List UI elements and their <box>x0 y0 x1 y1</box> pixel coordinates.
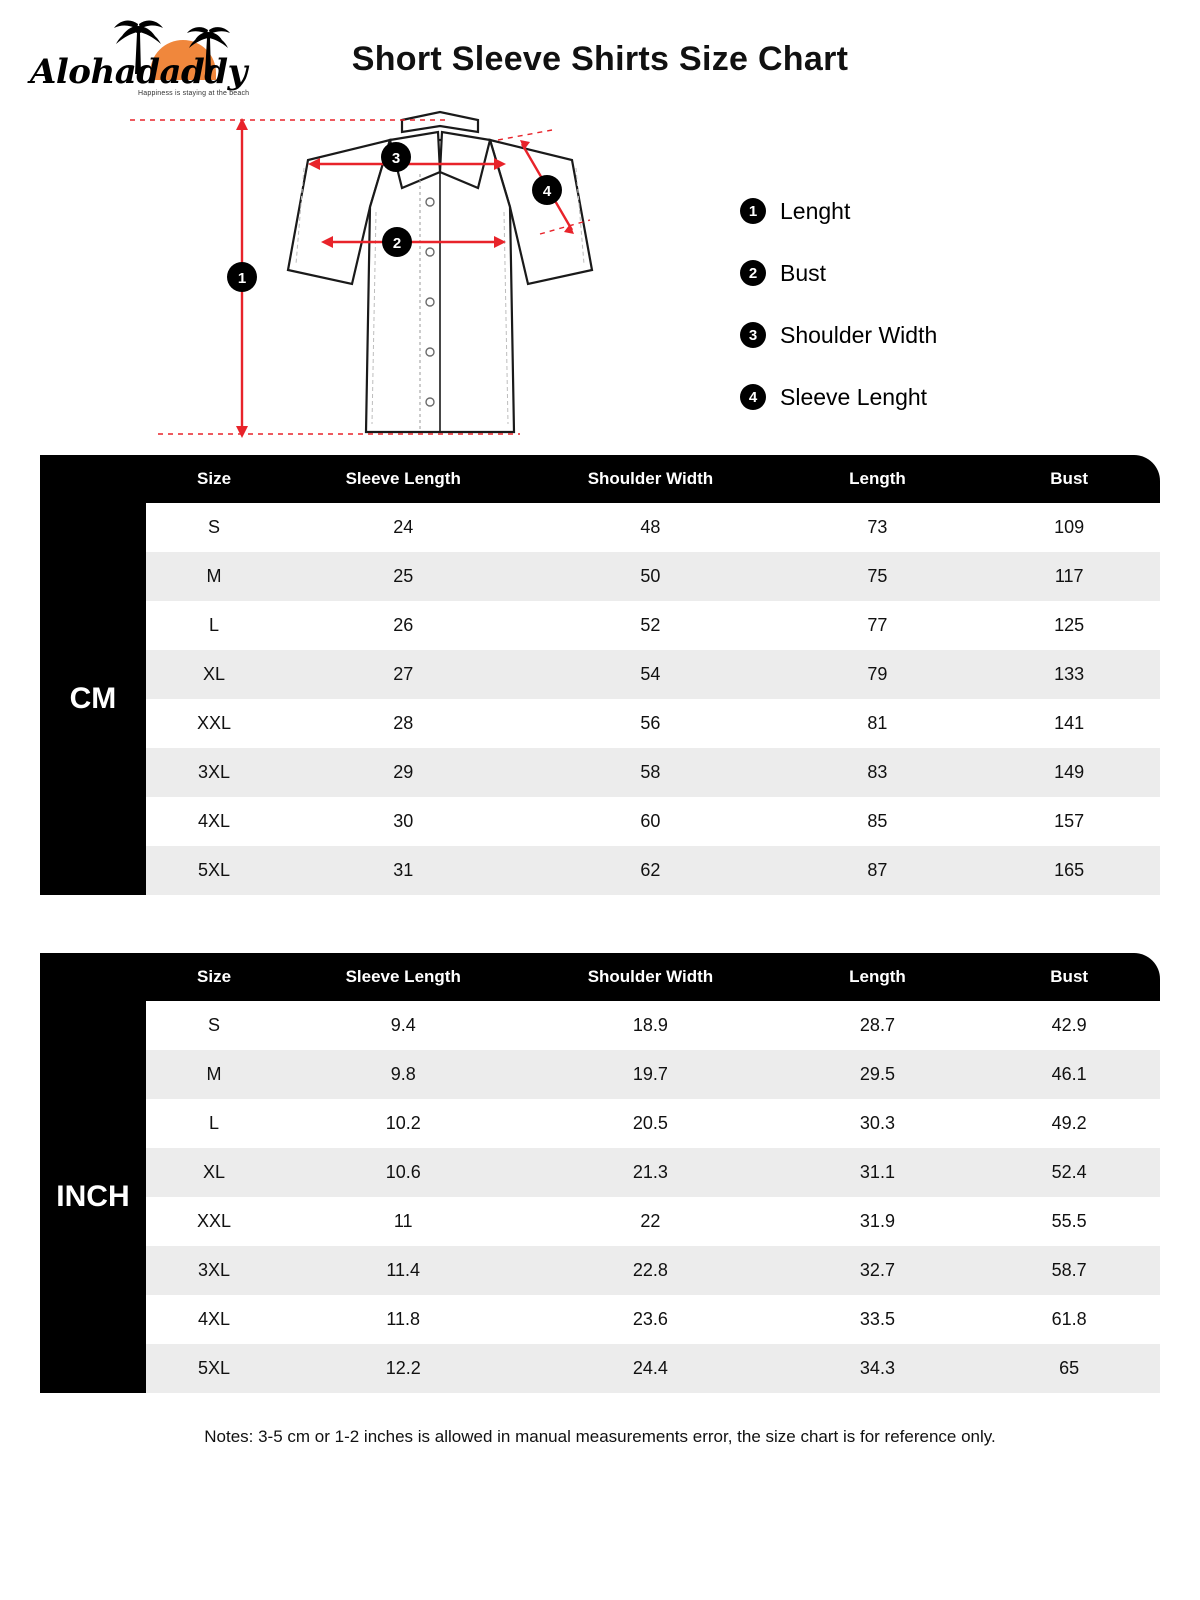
cell-length: 83 <box>777 748 979 797</box>
legend-label-4: Sleeve Lenght <box>780 383 928 410</box>
cell-bust: 165 <box>978 846 1160 895</box>
table-row <box>40 1197 1160 1246</box>
svg-text:2: 2 <box>392 235 402 252</box>
cell-sleeve-length: 31 <box>282 846 524 895</box>
cell-size: L <box>146 601 282 650</box>
cell-size: 5XL <box>146 846 282 895</box>
cell-bust: 117 <box>978 552 1160 601</box>
cell-shoulder-width: 62 <box>524 846 776 895</box>
cell-bust: 133 <box>978 650 1160 699</box>
cell-size: 3XL <box>146 748 282 797</box>
cell-length: 81 <box>777 699 979 748</box>
cell-shoulder-width: 21.3 <box>524 1148 776 1197</box>
cell-bust: 46.1 <box>978 1050 1160 1099</box>
cell-sleeve-length: 27 <box>282 650 524 699</box>
cell-bust: 49.2 <box>978 1099 1160 1148</box>
cell-shoulder-width: 20.5 <box>524 1099 776 1148</box>
shirt-illustration <box>90 102 790 447</box>
table-row <box>40 650 1160 699</box>
cell-shoulder-width: 60 <box>524 797 776 846</box>
cell-length: 33.5 <box>777 1295 979 1344</box>
svg-text:3: 3 <box>391 150 401 167</box>
cell-bust: 157 <box>978 797 1160 846</box>
col-header-sleeve-length: Sleeve Length <box>282 455 524 503</box>
col-header-shoulder-width: Shoulder Width <box>524 953 776 1001</box>
cell-length: 75 <box>777 552 979 601</box>
cell-bust: 109 <box>978 503 1160 552</box>
cell-size: S <box>146 503 282 552</box>
cell-sleeve-length: 26 <box>282 601 524 650</box>
svg-text:1: 1 <box>237 270 247 287</box>
unit-label-cm: CM <box>40 503 146 895</box>
table-row <box>40 797 1160 846</box>
legend-item-length <box>740 180 1120 242</box>
cell-length: 79 <box>777 650 979 699</box>
table-row <box>40 503 1160 552</box>
cell-sleeve-length: 25 <box>282 552 524 601</box>
cell-sleeve-length: 11 <box>282 1197 524 1246</box>
legend-label-2: Bust <box>780 259 827 286</box>
col-header-length: Length <box>777 953 979 1001</box>
cell-size: XXL <box>146 1197 282 1246</box>
table-row <box>40 748 1160 797</box>
size-table-inch <box>40 953 1160 1393</box>
table-row <box>40 1295 1160 1344</box>
cell-sleeve-length: 10.2 <box>282 1099 524 1148</box>
legend-item-sleeve-length <box>740 366 1120 428</box>
cell-size: 3XL <box>146 1246 282 1295</box>
cell-sleeve-length: 11.8 <box>282 1295 524 1344</box>
cell-length: 32.7 <box>777 1246 979 1295</box>
cell-size: 4XL <box>146 797 282 846</box>
cell-shoulder-width: 52 <box>524 601 776 650</box>
cell-shoulder-width: 23.6 <box>524 1295 776 1344</box>
table-row <box>40 601 1160 650</box>
cell-sleeve-length: 10.6 <box>282 1148 524 1197</box>
inch-table-block <box>40 953 1160 1393</box>
table-row <box>40 1344 1160 1393</box>
cell-shoulder-width: 54 <box>524 650 776 699</box>
svg-text:4: 4 <box>542 183 552 200</box>
cell-shoulder-width: 50 <box>524 552 776 601</box>
col-header-sleeve-length: Sleeve Length <box>282 953 524 1001</box>
cell-size: L <box>146 1099 282 1148</box>
cell-sleeve-length: 30 <box>282 797 524 846</box>
brand-tagline: Happiness is staying at the beach <box>138 90 250 97</box>
cell-length: 31.1 <box>777 1148 979 1197</box>
unit-header-cell <box>40 455 146 503</box>
cell-bust: 125 <box>978 601 1160 650</box>
unit-label-inch: INCH <box>40 1001 146 1393</box>
cell-shoulder-width: 18.9 <box>524 1001 776 1050</box>
cell-size: XL <box>146 650 282 699</box>
cell-size: 5XL <box>146 1344 282 1393</box>
col-header-bust: Bust <box>978 455 1160 503</box>
table-header-row <box>40 455 1160 503</box>
cell-length: 87 <box>777 846 979 895</box>
measurement-diagram <box>0 110 1200 455</box>
cell-bust: 58.7 <box>978 1246 1160 1295</box>
table-row <box>40 1148 1160 1197</box>
legend-number-3: 3 <box>740 322 766 348</box>
cell-sleeve-length: 12.2 <box>282 1344 524 1393</box>
table-row <box>40 1099 1160 1148</box>
cell-size: 4XL <box>146 1295 282 1344</box>
size-table-cm <box>40 455 1160 895</box>
cell-bust: 65 <box>978 1344 1160 1393</box>
table-row <box>40 1050 1160 1099</box>
cell-sleeve-length: 9.8 <box>282 1050 524 1099</box>
brand-name: Alohadaddy <box>30 52 247 92</box>
cell-bust: 141 <box>978 699 1160 748</box>
table-row <box>40 1001 1160 1050</box>
col-header-length: Length <box>777 455 979 503</box>
cell-bust: 42.9 <box>978 1001 1160 1050</box>
cell-length: 29.5 <box>777 1050 979 1099</box>
cell-shoulder-width: 19.7 <box>524 1050 776 1099</box>
cell-sleeve-length: 29 <box>282 748 524 797</box>
col-header-size: Size <box>146 455 282 503</box>
cell-size: S <box>146 1001 282 1050</box>
table-row <box>40 699 1160 748</box>
cell-bust: 61.8 <box>978 1295 1160 1344</box>
cell-sleeve-length: 28 <box>282 699 524 748</box>
cell-size: M <box>146 552 282 601</box>
cell-length: 31.9 <box>777 1197 979 1246</box>
table-row <box>40 552 1160 601</box>
page-title: Short Sleeve Shirts Size Chart <box>351 40 849 78</box>
table-row <box>40 1246 1160 1295</box>
legend-item-bust <box>740 242 1120 304</box>
cell-shoulder-width: 22.8 <box>524 1246 776 1295</box>
cell-shoulder-width: 48 <box>524 503 776 552</box>
cell-length: 28.7 <box>777 1001 979 1050</box>
cell-length: 34.3 <box>777 1344 979 1393</box>
table-row <box>40 846 1160 895</box>
legend-label-1: Lenght <box>780 197 851 224</box>
unit-header-cell <box>40 953 146 1001</box>
cell-shoulder-width: 22 <box>524 1197 776 1246</box>
table-spacer <box>0 895 1200 953</box>
cm-table-block <box>40 455 1160 895</box>
cell-shoulder-width: 58 <box>524 748 776 797</box>
table-header-row <box>40 953 1160 1001</box>
cell-sleeve-length: 9.4 <box>282 1001 524 1050</box>
page-header <box>0 0 1200 110</box>
notes-text: Notes: 3-5 cm or 1-2 inches is allowed in manual measurements error, the size chart is for reference only. <box>204 1427 996 1446</box>
cell-bust: 149 <box>978 748 1160 797</box>
cell-length: 30.3 <box>777 1099 979 1148</box>
cell-shoulder-width: 24.4 <box>524 1344 776 1393</box>
cell-size: XXL <box>146 699 282 748</box>
legend-number-4: 4 <box>740 384 766 410</box>
col-header-size: Size <box>146 953 282 1001</box>
cell-size: M <box>146 1050 282 1099</box>
legend <box>740 180 1120 428</box>
col-header-shoulder-width: Shoulder Width <box>524 455 776 503</box>
cell-length: 73 <box>777 503 979 552</box>
legend-label-3: Shoulder Width <box>780 321 938 348</box>
cell-size: XL <box>146 1148 282 1197</box>
cell-sleeve-length: 24 <box>282 503 524 552</box>
legend-number-1: 1 <box>740 198 766 224</box>
cell-sleeve-length: 11.4 <box>282 1246 524 1295</box>
cell-length: 77 <box>777 601 979 650</box>
cell-bust: 55.5 <box>978 1197 1160 1246</box>
cell-length: 85 <box>777 797 979 846</box>
legend-item-shoulder-width <box>740 304 1120 366</box>
col-header-bust: Bust <box>978 953 1160 1001</box>
cell-shoulder-width: 56 <box>524 699 776 748</box>
legend-number-2: 2 <box>740 260 766 286</box>
cell-bust: 52.4 <box>978 1148 1160 1197</box>
